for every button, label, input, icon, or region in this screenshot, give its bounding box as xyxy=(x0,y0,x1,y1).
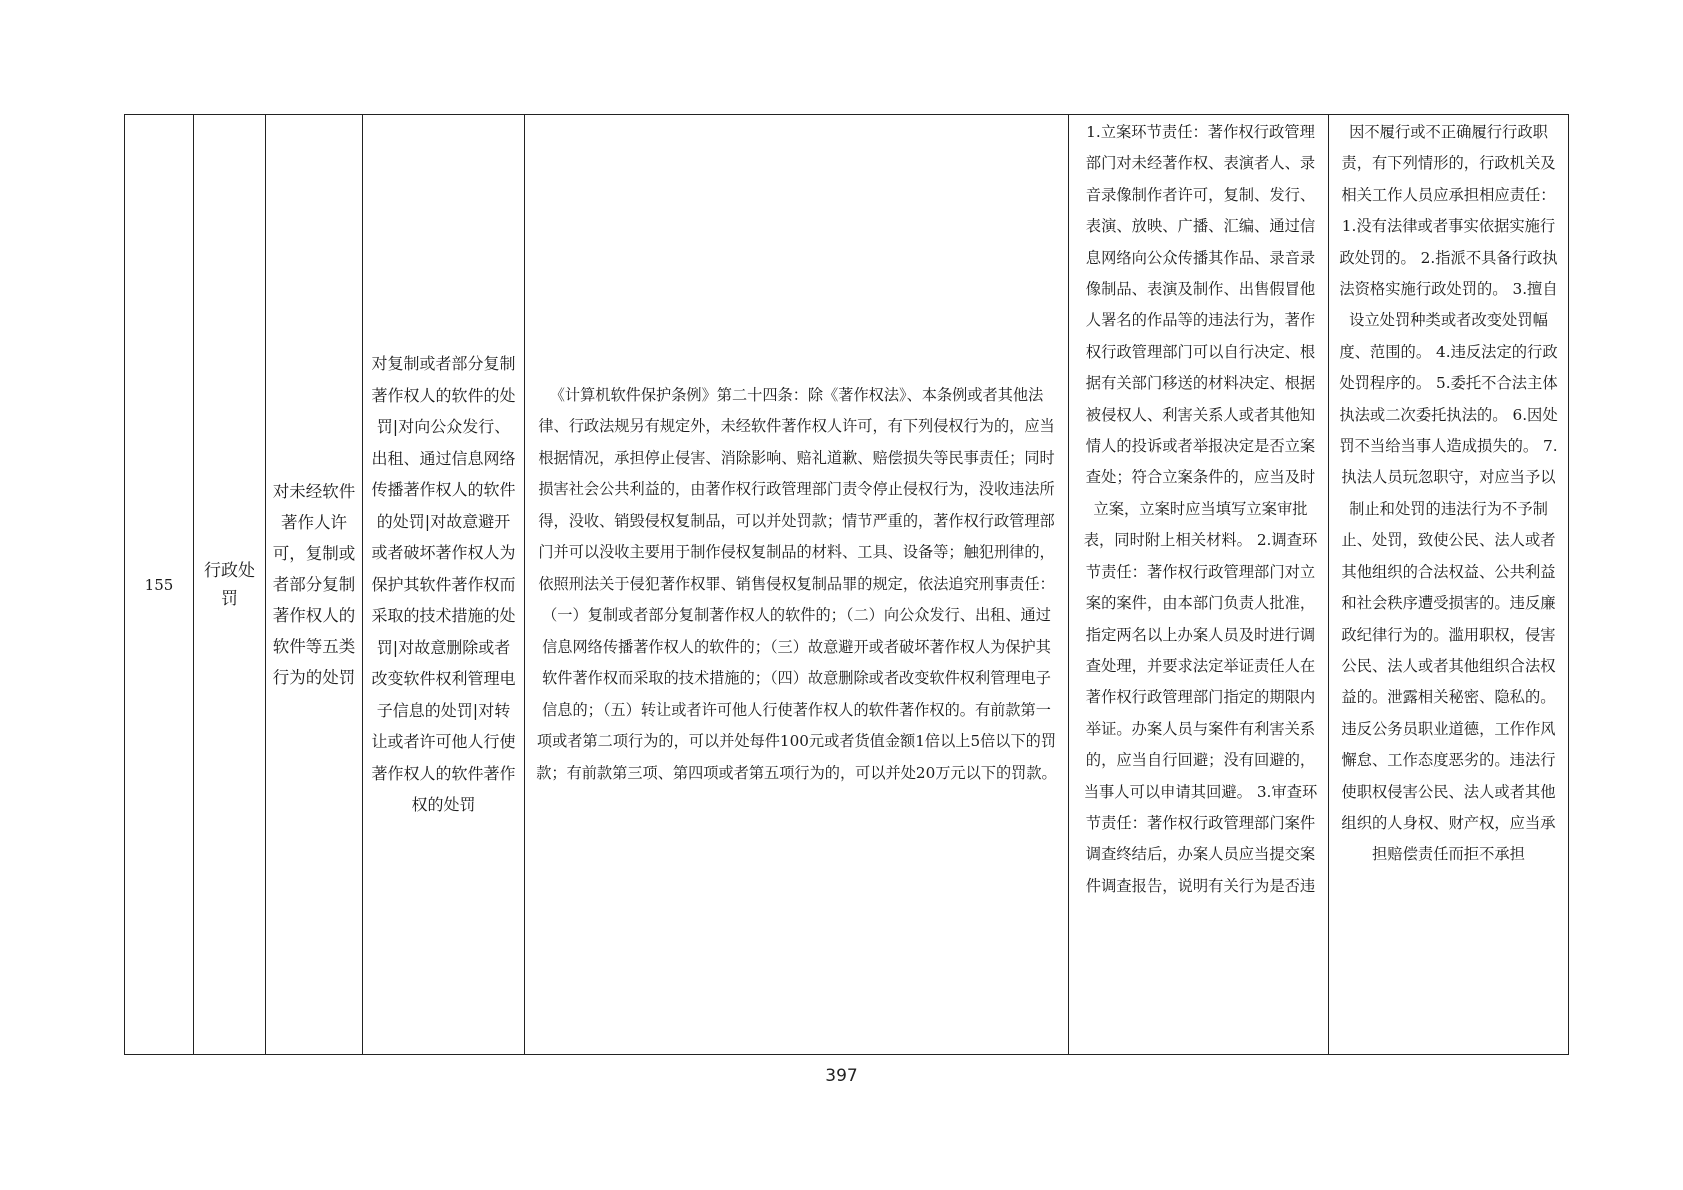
responsibility-table xyxy=(124,114,1569,1055)
legal-basis-text: 《计算机软件保护条例》第二十四条：除《著作权法》、本条例或者其他法律、行政法规另有规定外，未经软件著作权人许可，有下列侵权行为的，应当根据情况，承担停止侵害、消除影响、赔礼道歉、赔偿损失等民事责任；同时损害社会公共利益的，由著作权行政管理部门责令停止侵权行为，没收违法所得，没收、销毁侵权复制品，可以并处罚款；情节严重的，著作权行政管理部门并可以没收主要用于制作侵权复制品的材料、工具、设备等；触犯刑律的，依照刑法关于侵犯著作权罪、销售侵权复制品罪的规定，依法追究刑事责任：（一）复制或者部分复制著作权人的软件的；（二）向公众发行、出租、通过信息网络传播著作权人的软件的；（三）故意避开或者破坏著作权人为保护其软件著作权而采取的技术措施的；（四）故意删除或者改变软件权利管理电子信息的；（五）转让或者许可他人行使著作权人的软件著作权的。有前款第一项或者第二项行为的，可以并处每件100元或者货值金额1倍以上5倍以下的罚款；有前款第三项、第四项或者第五项行为的，可以并处20万元以下的罚款。 xyxy=(536,385,1057,782)
document-table-container xyxy=(124,114,1569,1055)
row-number: 155 xyxy=(144,575,174,594)
sub-items-text: 对复制或者部分复制著作权人的软件的处罚|对向公众发行、出租、通过信息网络传播著作权人的软件的处罚|对故意避开或者破坏著作权人为保护其软件著作权而采取的技术措施的处罚|对故意删除或者改变软件权利管理电子信息的处罚|对转让或者许可他人行使著作权人的软件著作权的处罚 xyxy=(371,354,516,815)
liability-cell xyxy=(1329,115,1569,1055)
table-row xyxy=(125,115,1569,1055)
item-name-cell xyxy=(266,115,363,1055)
page-number: 397 xyxy=(825,1066,858,1086)
category-cell xyxy=(194,115,266,1055)
row-number-cell xyxy=(125,115,194,1055)
sub-items-cell xyxy=(363,115,525,1055)
responsibilities-cell xyxy=(1069,115,1329,1055)
liability-text: 因不履行或不正确履行行政职责，有下列情形的，行政机关及相关工作人员应承担相应责任： 1.没有法律或者事实依据实施行政处罚的。 2.指派不具备行政执法资格实施行政处罚的。 3.擅自设立处罚种类或者改变处罚幅度、范围的。 4.违反法定的行政处罚程序的。 5.委托不合法主体执法或二次委托执法的。 6.因处罚不当给当事人造成损失的。 7.执法人员玩忽职守，对应当予以制止和处罚的违法行为不予制止、处罚，致使公民、法人或者其他组织的合法权益、公共利益和社会秩序遭受损害的。违反廉政纪律行为的。滥用职权，侵害公民、法人或者其他组织合法权益的。泄露相关秘密、隐私的。违反公务员职业道德，工作作风懈怠、工作态度恶劣的。违法行使职权侵害公民、法人或者其他组织的人身权、财产权，应当承担赔偿责任而拒不承担 xyxy=(1339,123,1558,864)
category-text: 行政处罚 xyxy=(204,560,255,609)
responsibilities-text: 1.立案环节责任：著作权行政管理部门对未经著作权、表演者人、录音录像制作者许可，复制、发行、表演、放映、广播、汇编、通过信息网络向公众传播其作品、录音录像制品、表演及制作、出售假冒他人署名的作品等的违法行为，著作权行政管理部门可以自行决定、根据有关部门移送的材料决定、根据被侵权人、利害关系人或者其他知情人的投诉或者举报决定是否立案查处；符合立案条件的，应当及时立案，立案时应当填写立案审批表，同时附上相关材料。 2.调查环节责任：著作权行政管理部门对立案的案件，由本部门负责人批准，指定两名以上办案人员及时进行调查处理，并要求法定举证责任人在著作权行政管理部门指定的期限内举证。办案人员与案件有利害关系的，应当自行回避；没有回避的，当事人可以申请其回避。 3.审查环节责任：著作权行政管理部门案件调查终结后，办案人员应当提交案件调查报告，说明有关行为是否违 xyxy=(1083,123,1318,895)
item-name-text: 对未经软件著作人许可，复制或者部分复制著作权人的软件等五类行为的处罚 xyxy=(272,482,356,687)
legal-basis-cell xyxy=(525,115,1069,1055)
